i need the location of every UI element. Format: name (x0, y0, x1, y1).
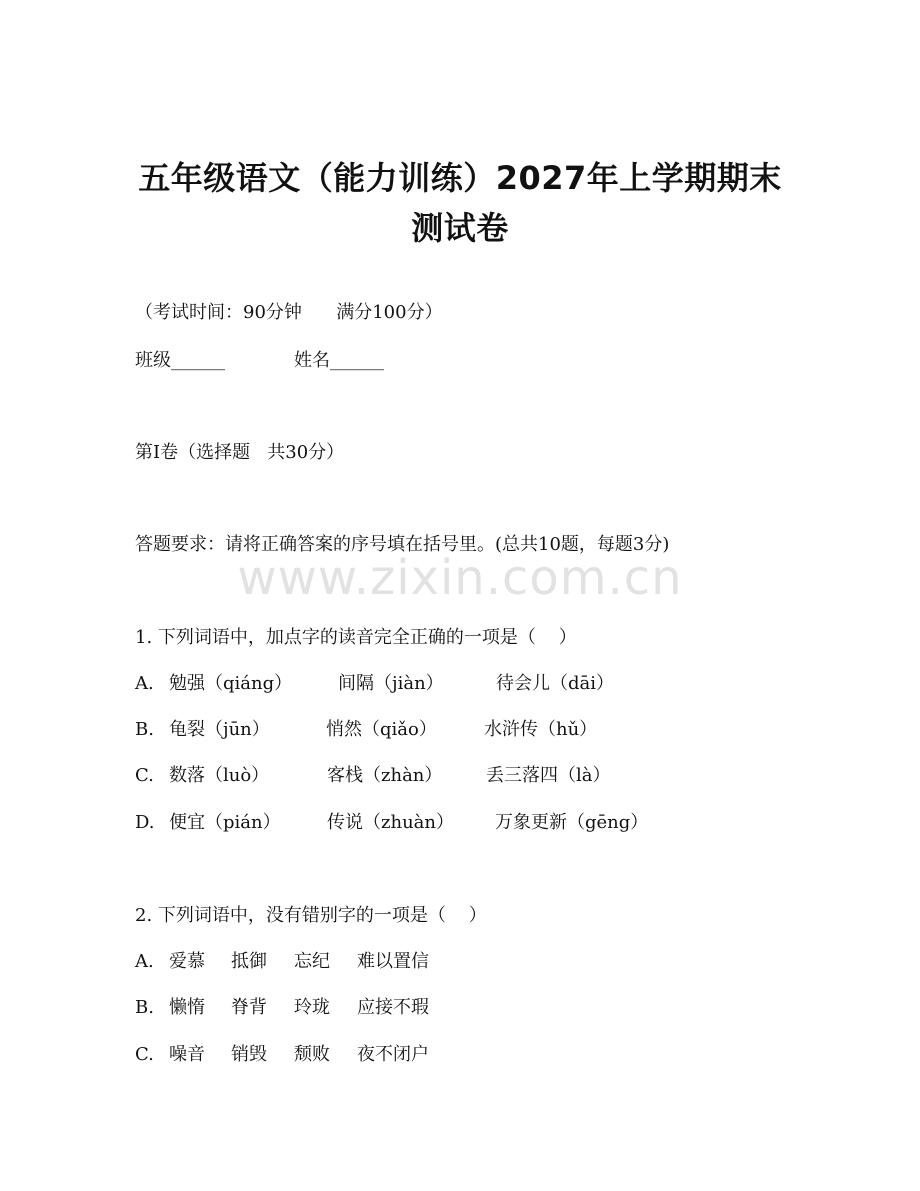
page-title-line2: 测试卷 (411, 209, 509, 247)
section-heading: 第I卷（选择题 共30分） (135, 442, 345, 463)
q1-option-d-item-2: 传说（zhuàn） (327, 812, 454, 833)
q1-option-a-item-2: 间隔（jiàn） (338, 673, 444, 694)
q1-option-c-item-3: 丢三落四（là） (486, 765, 611, 786)
q1-option-d-item-1: 便宜（pián） (169, 812, 281, 833)
q1-option-b-item-3: 水浒传（hǔ） (484, 719, 598, 740)
q1-option-b-item-2: 悄然（qiǎo） (326, 719, 437, 740)
q1-option-a-item-1: 勉强（qiáng） (169, 673, 293, 694)
q2-option-c-item-1: 噪音 (169, 1044, 205, 1065)
q2-option-b-item-2: 脊背 (231, 997, 267, 1018)
q1-option-d-item-3: 万象更新（gēng） (495, 812, 649, 833)
q1-option-a-label: A. (135, 673, 154, 694)
q2-option-c-label: C. (135, 1044, 154, 1065)
q1-option-b-item-1: 龟裂（jūn） (169, 719, 270, 740)
q2-option-c-item-2: 销毁 (231, 1044, 267, 1065)
name-field-label: 姓名______ (294, 350, 384, 371)
q2-option-a-item-3: 忘纪 (294, 951, 330, 972)
q2-option-c-item-3: 颓败 (294, 1044, 330, 1065)
q1-option-c-label: C. (135, 765, 154, 786)
question-2-stem: 2. 下列词语中，没有错别字的一项是（ ） (135, 905, 487, 926)
q2-option-b-item-1: 懒惰 (169, 997, 205, 1018)
question-1-stem: 1. 下列词语中，加点字的读音完全正确的一项是（ ） (135, 627, 577, 648)
q2-option-b-item-4: 应接不瑕 (357, 997, 429, 1018)
watermark: www.zixin.com.cn (237, 550, 683, 606)
q2-option-a-item-4: 难以置信 (357, 951, 429, 972)
q1-option-a-item-3: 待会儿（dāi） (496, 673, 615, 694)
q2-option-a-item-1: 爱慕 (169, 951, 205, 972)
q1-option-d-label: D. (135, 812, 155, 833)
q1-option-c-item-2: 客栈（zhàn） (327, 765, 443, 786)
q2-option-a-item-2: 抵御 (231, 951, 267, 972)
exam-time-score: （考试时间：90分钟 满分100分） (135, 302, 443, 323)
q2-option-b-label: B. (135, 997, 154, 1018)
q2-option-b-item-3: 玲珑 (294, 997, 330, 1018)
page-title-line1: 五年级语文（能力训练）2027年上学期期末 (138, 159, 782, 197)
answer-instructions: 答题要求：请将正确答案的序号填在括号里。(总共10题，每题3分) (135, 534, 670, 555)
q1-option-b-label: B. (135, 719, 154, 740)
q2-option-a-label: A. (135, 951, 154, 972)
q2-option-c-item-4: 夜不闭户 (357, 1044, 429, 1065)
q1-option-c-item-1: 数落（luò） (169, 765, 270, 786)
class-field-label: 班级______ (135, 350, 225, 371)
